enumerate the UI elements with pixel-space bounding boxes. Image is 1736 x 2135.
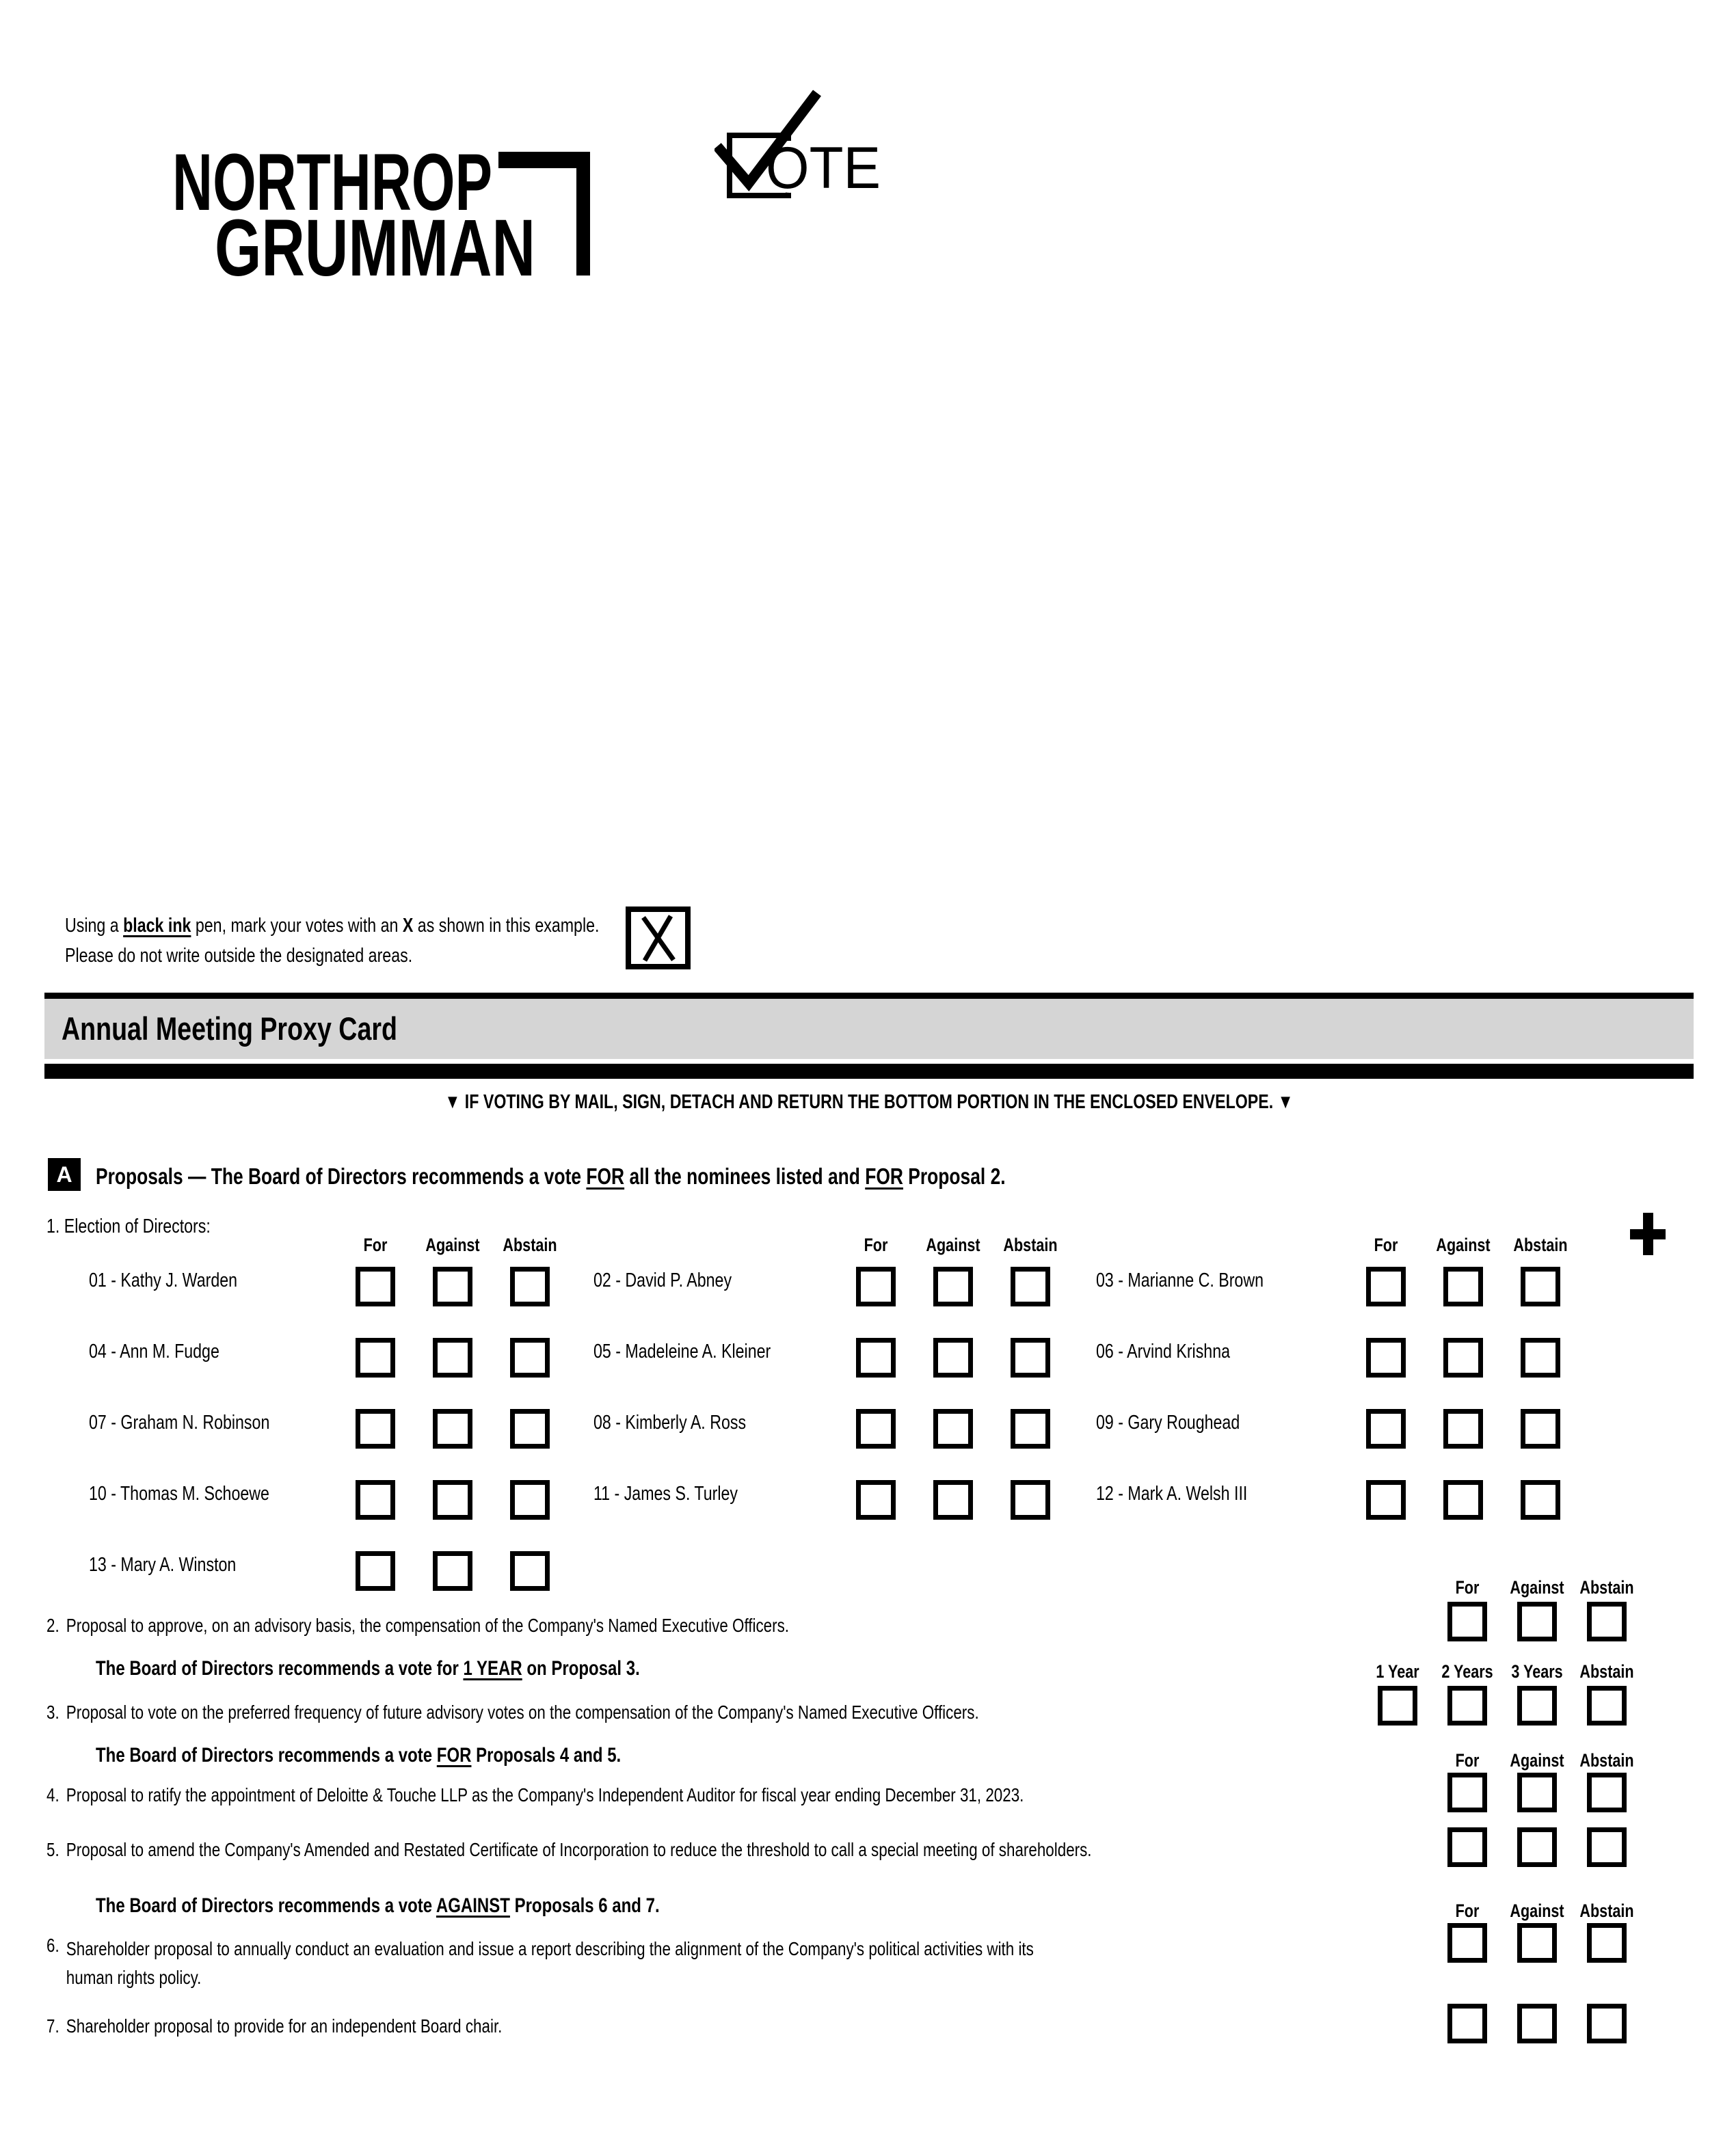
- option-header-against: Against: [1510, 1901, 1564, 1921]
- checkbox-nominee-10-against[interactable]: [433, 1480, 472, 1520]
- checkbox-nominee-07-against[interactable]: [433, 1409, 472, 1449]
- checkbox-proposal-2-for[interactable]: [1447, 1602, 1487, 1641]
- heading-post: Proposal 2.: [903, 1164, 1006, 1189]
- checkbox-nominee-03-abstain[interactable]: [1521, 1267, 1560, 1306]
- example-mark-box: [626, 907, 691, 969]
- rec-pre: The Board of Directors recommends a vote: [96, 1894, 436, 1917]
- proposal-number: 3.: [46, 1702, 59, 1723]
- instr-pre: Using a: [65, 915, 124, 937]
- nominee-label: 04 - Ann M. Fudge: [89, 1341, 219, 1362]
- checkbox-proposal-3-abstain[interactable]: [1587, 1686, 1627, 1726]
- nominee-label: 12 - Mark A. Welsh III: [1096, 1483, 1248, 1505]
- board-recommendation-proposals-6-7: [96, 1894, 660, 1918]
- instr-x: X: [402, 915, 414, 937]
- checkbox-proposal-5-abstain[interactable]: [1587, 1827, 1627, 1867]
- checkbox-proposal-7-for[interactable]: [1447, 2004, 1487, 2043]
- nominee-label: 05 - Madeleine A. Kleiner: [593, 1341, 771, 1362]
- plus-vbar: [1643, 1213, 1653, 1255]
- checkbox-proposal-3-2-years[interactable]: [1447, 1686, 1487, 1726]
- option-header-against: Against: [425, 1235, 480, 1255]
- checkbox-nominee-05-abstain[interactable]: [1011, 1338, 1050, 1378]
- nominee-label: 07 - Graham N. Robinson: [89, 1412, 270, 1434]
- option-header-2-years: 2 Years: [1441, 1661, 1493, 1682]
- proposal-text: Proposal to ratify the appointment of Deloitte & Touche LLP as the Company's Independent Auditor for fiscal year ending December 31, 2023.: [66, 1784, 1024, 1805]
- nominee-label: 10 - Thomas M. Schoewe: [89, 1483, 269, 1505]
- proposal-2-row: [46, 1615, 789, 1637]
- option-header-for: For: [1374, 1235, 1398, 1255]
- checkbox-nominee-06-against[interactable]: [1443, 1338, 1483, 1378]
- checkbox-nominee-08-abstain[interactable]: [1011, 1409, 1050, 1449]
- option-header-against: Against: [926, 1235, 980, 1255]
- option-header-1-year: 1 Year: [1376, 1661, 1419, 1682]
- option-header-abstain: Abstain: [1003, 1235, 1058, 1255]
- option-header-abstain: Abstain: [1579, 1661, 1634, 1682]
- checkbox-proposal-4-for[interactable]: [1447, 1773, 1487, 1812]
- checkbox-nominee-11-against[interactable]: [933, 1480, 973, 1520]
- logo-text-grumman: GRUMMAN: [215, 203, 535, 284]
- heading-mid: all the nominees listed and: [624, 1164, 866, 1189]
- proposal-text: Shareholder proposal to annually conduct an evaluation and issue a report describing the alignment of the Company's political activities with its human rights policy.: [66, 1938, 1034, 1988]
- checkbox-nominee-01-abstain[interactable]: [510, 1267, 550, 1306]
- proposal-4-row: [46, 1784, 1024, 1806]
- rec-1-year: 1 YEAR: [463, 1657, 522, 1680]
- checkbox-proposal-6-against[interactable]: [1517, 1923, 1557, 1963]
- heading-for-1: FOR: [586, 1164, 625, 1189]
- proposal-text: Shareholder proposal to provide for an independent Board chair.: [66, 2015, 503, 2037]
- option-header-abstain: Abstain: [503, 1235, 557, 1255]
- separator-bar: [44, 1064, 1694, 1079]
- northrop-grumman-logo: [170, 134, 607, 284]
- checkbox-proposal-3-3-years[interactable]: [1517, 1686, 1557, 1726]
- option-header-against: Against: [1436, 1235, 1491, 1255]
- checkbox-proposal-4-against[interactable]: [1517, 1773, 1557, 1812]
- checkbox-nominee-03-against[interactable]: [1443, 1267, 1483, 1306]
- checkbox-nominee-04-abstain[interactable]: [510, 1338, 550, 1378]
- rec-post: on Proposal 3.: [522, 1657, 640, 1680]
- proposal-number: 7.: [46, 2015, 59, 2037]
- instr-post: as shown in this example.: [413, 915, 600, 937]
- proposal-7-row: [46, 2015, 502, 2037]
- checkbox-nominee-02-for[interactable]: [856, 1267, 896, 1306]
- proposal-number: 4.: [46, 1784, 59, 1805]
- checkbox-nominee-12-against[interactable]: [1443, 1480, 1483, 1520]
- checkbox-nominee-10-abstain[interactable]: [510, 1480, 550, 1520]
- option-header-against: Against: [1510, 1750, 1564, 1771]
- rec-post: Proposals 4 and 5.: [471, 1744, 622, 1767]
- checkbox-nominee-04-against[interactable]: [433, 1338, 472, 1378]
- checkbox-nominee-10-for[interactable]: [356, 1480, 395, 1520]
- option-header-for: For: [1455, 1901, 1480, 1921]
- checkbox-proposal-5-against[interactable]: [1517, 1827, 1557, 1867]
- proposal-text: Proposal to vote on the preferred frequency of future advisory votes on the compensation of the Company's Named Executive Officers.: [66, 1702, 979, 1723]
- proposal-number: 2.: [46, 1615, 59, 1636]
- heading-pre: Proposals — The Board of Directors recommends a vote: [96, 1164, 587, 1189]
- option-header-abstain: Abstain: [1579, 1750, 1634, 1771]
- option-header-3-years: 3 Years: [1511, 1661, 1563, 1682]
- marking-instructions-line1: [65, 915, 599, 937]
- checkbox-nominee-01-for[interactable]: [356, 1267, 395, 1306]
- proposal-text: Proposal to approve, on an advisory basis, the compensation of the Company's Named Executive Officers.: [66, 1615, 790, 1636]
- rec-for: FOR: [436, 1744, 472, 1767]
- proposal-6-row: [46, 1935, 1053, 1992]
- checkbox-proposal-5-for[interactable]: [1447, 1827, 1487, 1867]
- checkbox-nominee-01-against[interactable]: [433, 1267, 472, 1306]
- vote-letters: OTE: [766, 135, 881, 201]
- proposal-3-row: [46, 1702, 979, 1723]
- page-title: Annual Meeting Proxy Card: [62, 1010, 397, 1047]
- checkbox-nominee-06-for[interactable]: [1366, 1338, 1406, 1378]
- section-a-marker: A: [48, 1158, 81, 1191]
- checkbox-nominee-09-against[interactable]: [1443, 1409, 1483, 1449]
- checkbox-proposal-6-for[interactable]: [1447, 1923, 1487, 1963]
- checkbox-nominee-07-abstain[interactable]: [510, 1409, 550, 1449]
- option-header-for: For: [1455, 1577, 1480, 1598]
- nominee-label: 03 - Marianne C. Brown: [1096, 1270, 1264, 1291]
- checkbox-nominee-05-against[interactable]: [933, 1338, 973, 1378]
- checkbox-proposal-6-abstain[interactable]: [1587, 1923, 1627, 1963]
- nominee-label: 01 - Kathy J. Warden: [89, 1270, 238, 1291]
- checkbox-nominee-08-for[interactable]: [856, 1409, 896, 1449]
- title-bar: [44, 993, 1694, 1059]
- rec-against: AGAINST: [436, 1894, 510, 1917]
- checkbox-proposal-2-abstain[interactable]: [1587, 1602, 1627, 1641]
- option-header-against: Against: [1510, 1577, 1564, 1598]
- mail-detach-note: ▼ IF VOTING BY MAIL, SIGN, DETACH AND RETURN THE BOTTOM PORTION IN THE ENCLOSED ENVELOPE. ▼: [444, 1091, 1294, 1113]
- checkbox-nominee-12-abstain[interactable]: [1521, 1480, 1560, 1520]
- checkbox-nominee-12-for[interactable]: [1366, 1480, 1406, 1520]
- checkbox-nominee-08-against[interactable]: [933, 1409, 973, 1449]
- option-header-for: For: [1455, 1750, 1480, 1771]
- proposal-number: 6.: [46, 1935, 59, 1956]
- proposal-number: 5.: [46, 1839, 59, 1860]
- checkbox-proposal-2-against[interactable]: [1517, 1602, 1557, 1641]
- election-of-directors-label: 1. Election of Directors:: [46, 1216, 211, 1237]
- option-header-abstain: Abstain: [1579, 1901, 1634, 1921]
- checkbox-proposal-3-1-year[interactable]: [1378, 1686, 1417, 1726]
- option-header-for: For: [363, 1235, 388, 1255]
- rec-pre: The Board of Directors recommends a vote: [96, 1744, 437, 1767]
- nominee-label: 02 - David P. Abney: [593, 1270, 732, 1291]
- checkbox-nominee-07-for[interactable]: [356, 1409, 395, 1449]
- rec-pre: The Board of Directors recommends a vote for: [96, 1657, 464, 1680]
- board-recommendation-proposal-3: [96, 1657, 640, 1680]
- checkbox-nominee-11-for[interactable]: [856, 1480, 896, 1520]
- vote-logo: [715, 88, 892, 211]
- checkbox-nominee-13-abstain[interactable]: [510, 1551, 550, 1591]
- marking-instructions-line2: Please do not write outside the designated areas.: [65, 945, 413, 967]
- nominee-label: 08 - Kimberly A. Ross: [593, 1412, 747, 1434]
- checkbox-nominee-09-abstain[interactable]: [1521, 1409, 1560, 1449]
- proposal-5-row: [46, 1839, 1092, 1861]
- board-recommendation-proposals-4-5: [96, 1744, 621, 1767]
- checkbox-nominee-02-abstain[interactable]: [1011, 1267, 1050, 1306]
- checkbox-nominee-11-abstain[interactable]: [1011, 1480, 1050, 1520]
- option-header-for: For: [864, 1235, 888, 1255]
- checkbox-proposal-7-against[interactable]: [1517, 2004, 1557, 2043]
- checkbox-proposal-7-abstain[interactable]: [1587, 2004, 1627, 2043]
- option-header-abstain: Abstain: [1513, 1235, 1568, 1255]
- checkbox-nominee-05-for[interactable]: [856, 1338, 896, 1378]
- nominee-label: 13 - Mary A. Winston: [89, 1554, 237, 1576]
- section-a-heading: [96, 1164, 1006, 1190]
- checkbox-nominee-02-against[interactable]: [933, 1267, 973, 1306]
- nominee-label: 11 - James S. Turley: [593, 1483, 738, 1505]
- checkbox-proposal-4-abstain[interactable]: [1587, 1773, 1627, 1812]
- checkbox-nominee-06-abstain[interactable]: [1521, 1338, 1560, 1378]
- checkbox-nominee-04-for[interactable]: [356, 1338, 395, 1378]
- proposal-text: Proposal to amend the Company's Amended and Restated Certificate of Incorporation to reduce the threshold to call a special meeting of shareholders.: [66, 1839, 1092, 1860]
- registration-plus-icon: [1630, 1213, 1666, 1255]
- nominee-label: 09 - Gary Roughead: [1096, 1412, 1240, 1434]
- example-x-icon: [631, 912, 685, 964]
- checkbox-nominee-13-against[interactable]: [433, 1551, 472, 1591]
- option-header-abstain: Abstain: [1579, 1577, 1634, 1598]
- logo-text-northrop: NORTHROP: [172, 137, 492, 228]
- instr-mid: pen, mark your votes with an: [191, 915, 403, 937]
- instr-black-ink: black ink: [123, 915, 191, 937]
- rec-post: Proposals 6 and 7.: [509, 1894, 660, 1917]
- checkbox-nominee-03-for[interactable]: [1366, 1267, 1406, 1306]
- checkbox-nominee-09-for[interactable]: [1366, 1409, 1406, 1449]
- checkbox-nominee-13-for[interactable]: [356, 1551, 395, 1591]
- nominee-label: 06 - Arvind Krishna: [1096, 1341, 1231, 1362]
- heading-for-2: FOR: [865, 1164, 903, 1189]
